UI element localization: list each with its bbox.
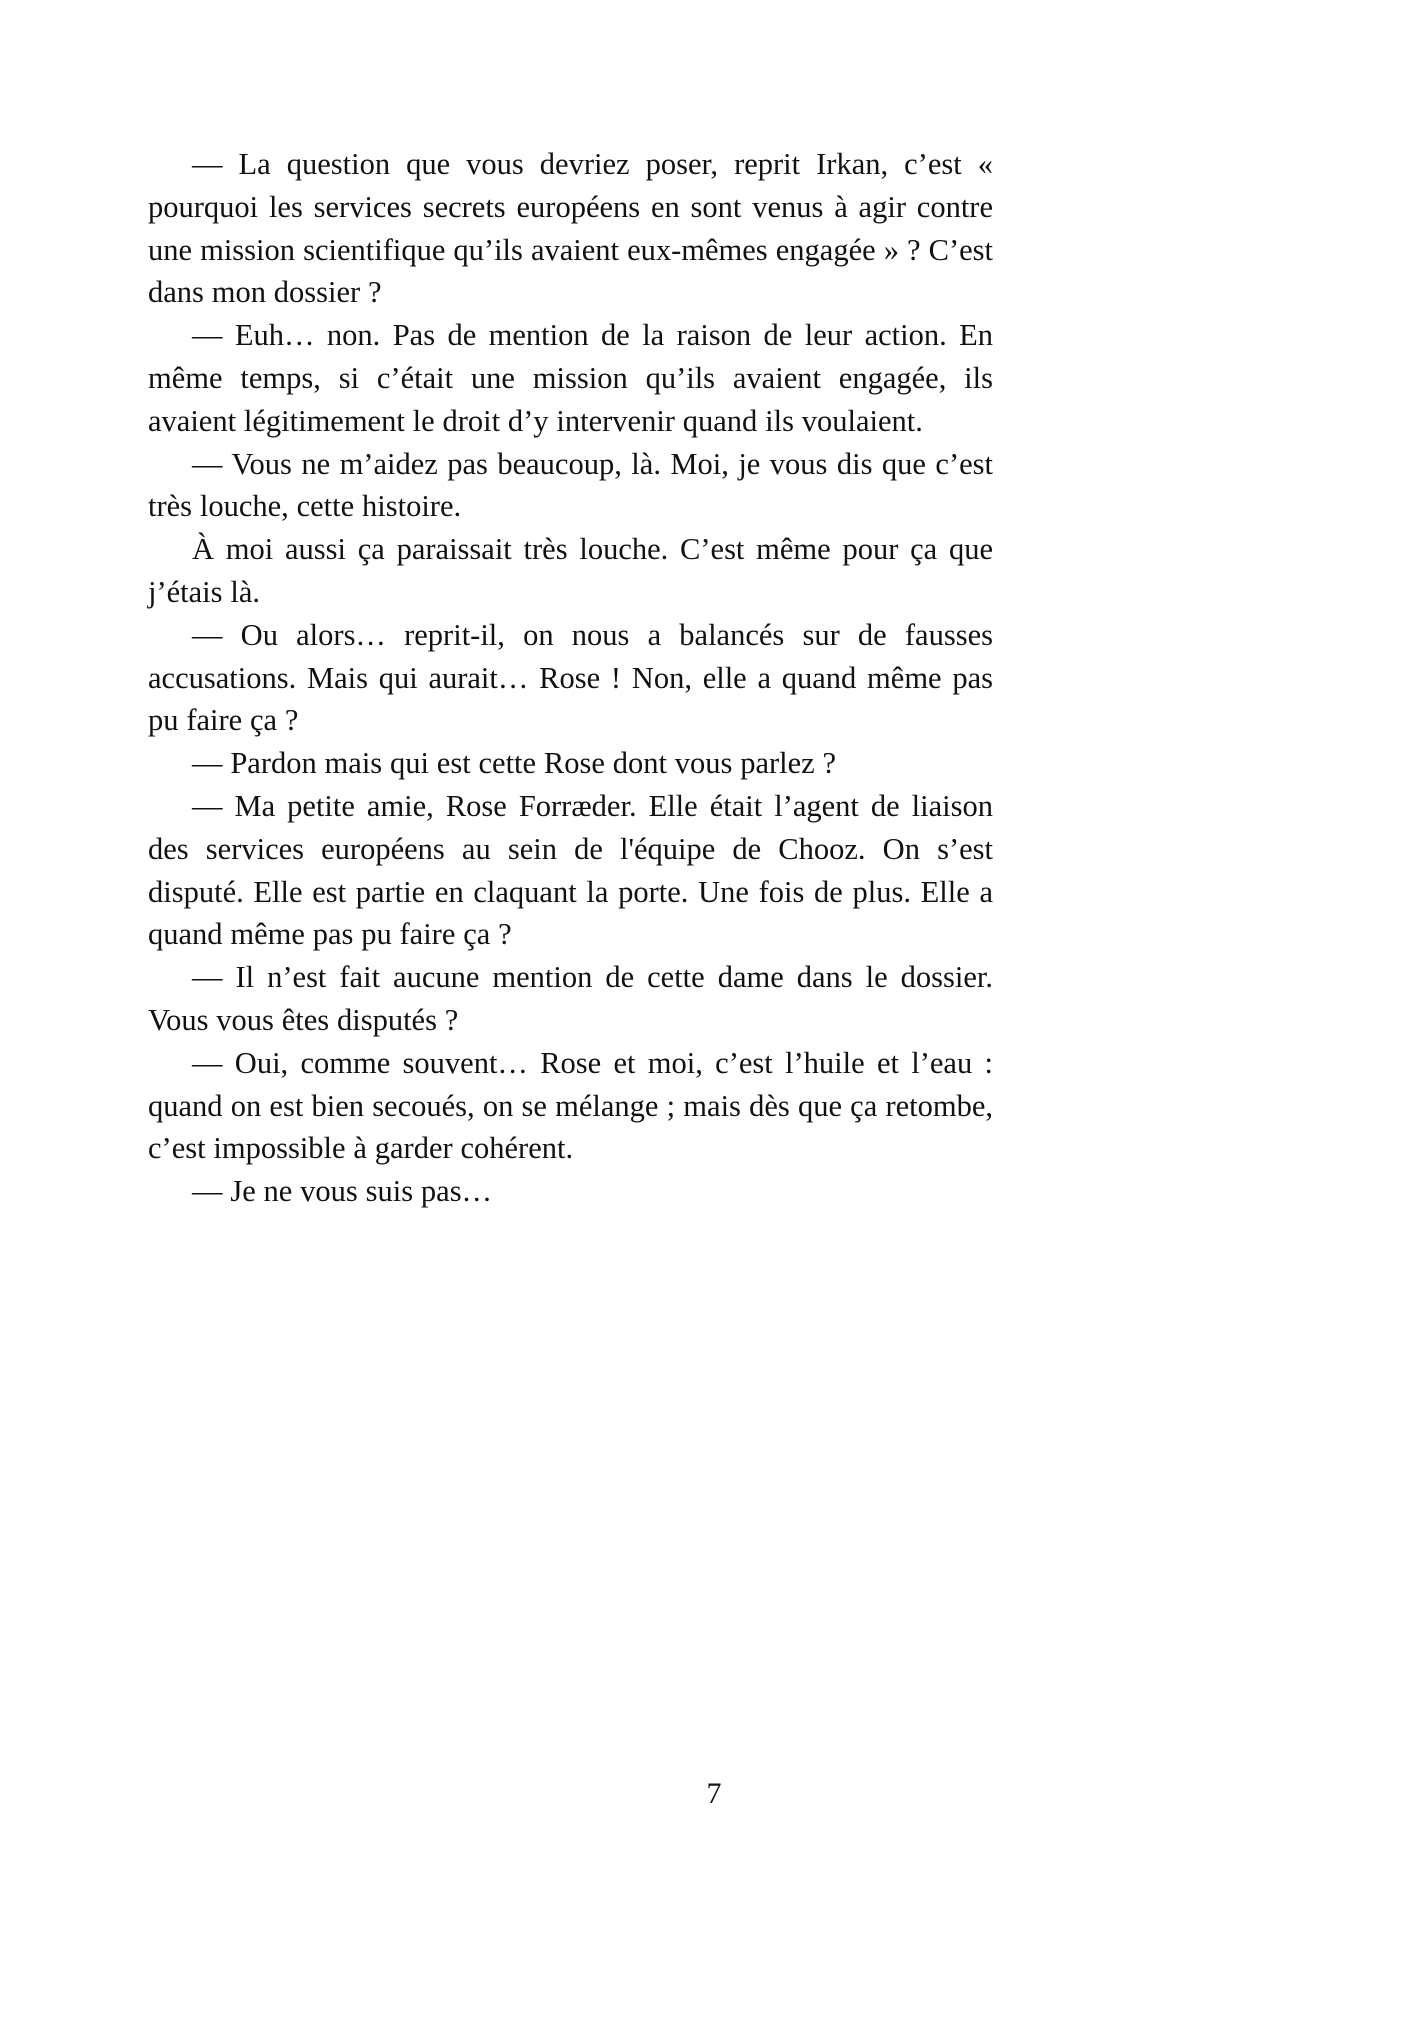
paragraph-7: — Ma petite amie, Rose Forræder. Elle était l’agent de liaison des services européens au sein de l'équipe de Chooz. On s’est disputé. Elle est partie en claquant la porte. Une fois de plus. Elle a quand même pas pu faire ça ? [148, 788, 993, 952]
paragraph-5: — Ou alors… reprit-il, on nous a balancés sur de fausses accusations. Mais qui aurait… Rose ! Non, elle a quand même pas pu faire ça ? [148, 617, 993, 738]
paragraph-3: — Vous ne m’aidez pas beaucoup, là. Moi, je vous dis que c’est très louche, cette histoire. [148, 446, 993, 524]
paragraph-10: — Je ne vous suis pas… [192, 1174, 493, 1209]
paragraph-2: — Euh… non. Pas de mention de la raison de leur action. En même temps, si c’était une mission qu’ils avaient engagée, ils avaient légitimement le droit d’y intervenir quand ils voulaient. [148, 318, 993, 438]
page-number: 7 [706, 1777, 722, 1810]
paragraph-6: — Pardon mais qui est cette Rose dont vous parlez ? [192, 746, 837, 781]
paragraph-4: À moi aussi ça paraissait très louche. C’est même pour ça que j’étais là. [148, 532, 993, 609]
paragraph-1: — La question que vous devriez poser, reprit Irkan, c’est « pourquoi les services secrets européens en sont venus à agir contre une mission scientifique qu’ils avaient eux-mêmes engagée » ? C’est dans mon dossier ? [148, 147, 993, 310]
paragraph-8: — Il n’est fait aucune mention de cette dame dans le dossier. Vous vous êtes disputés ? [148, 960, 993, 1037]
paragraph-9: — Oui, comme souvent… Rose et moi, c’est l’huile et l’eau : quand on est bien secoués, on se mélange ; mais dès que ça retombe, c’est impossible à garder cohérent. [148, 1045, 993, 1166]
body-text-column [148, 143, 993, 1213]
